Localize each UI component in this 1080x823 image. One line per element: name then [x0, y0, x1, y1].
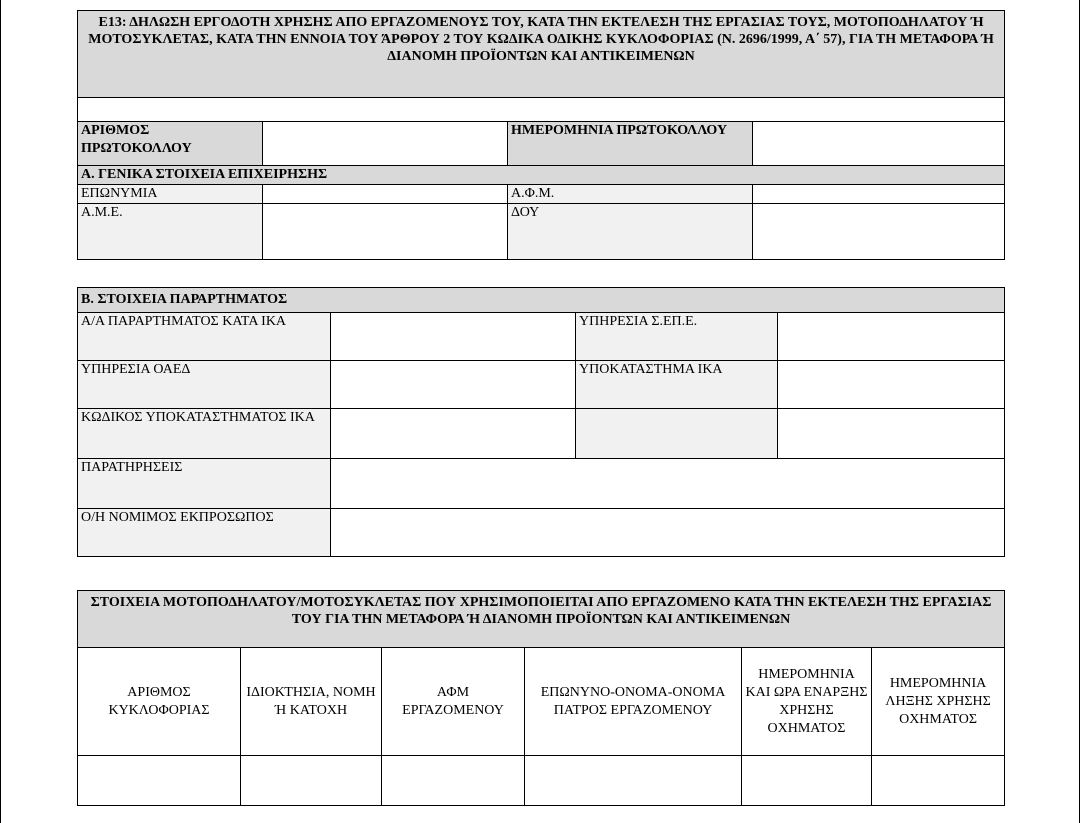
ika-code-label: ΚΩΔΙΚΟΣ ΥΠΟΚΑΤΑΣΤΗΜΑΤΟΣ ΙΚΑ: [78, 409, 331, 459]
legal-rep-label: Ο/Η ΝΟΜΙΜΟΣ ΕΚΠΡΟΣΩΠΟΣ: [78, 509, 331, 557]
protocol-number-field[interactable]: [263, 122, 508, 166]
sepe-label: ΥΠΗΡΕΣΙΑ Σ.ΕΠ.Ε.: [576, 313, 778, 361]
page-frame-left: [0, 0, 1, 823]
blank-field[interactable]: [778, 409, 1005, 459]
blank-row: [78, 98, 1005, 122]
e13-declaration-table: [77, 10, 1005, 260]
e13-title: Ε13: ΔΗΛΩΣΗ ΕΡΓΟΔΟΤΗ ΧΡΗΣΗΣ ΑΠΟ ΕΡΓΑΖΟΜΕΝΟΥΣ ΤΟΥ, ΚΑΤΑ ΤΗΝ ΕΚΤΕΛΕΣΗ ΤΗΣ ΕΡΓΑΣΙΑΣ ΤΟΥΣ, ΜΟΤΟΠΟΔΗΛΑΤΟΥ Ή ΜΟΤΟΣΥΚΛΕΤΑΣ, ΚΑΤΑ ΤΗΝ ΕΝΝΟΙΑ ΤΟΥ ΆΡΘΡΟΥ 2 ΤΟΥ ΚΩΔΙΚΑ ΟΔΙΚΗΣ ΚΥΚΛΟΦΟΡΙΑΣ (Ν. 2696/1999, Α΄ 57), ΓΙΑ ΤΗ ΜΕΤΑΦΟΡΑ Ή ΔΙΑΝΟΜΗ ΠΡΟΪΟΝΤΩΝ ΚΑΙ ΑΝΤΙΚΕΙΜΕΝΩΝ: [78, 11, 1005, 98]
ame-field[interactable]: [263, 204, 508, 260]
branch-details-table: [77, 287, 1005, 557]
company-name-field[interactable]: [263, 185, 508, 204]
protocol-date-label: ΗΜΕΡΟΜΗΝΙΑ ΠΡΩΤΟΚΟΛΛΟΥ: [508, 122, 753, 166]
vehicle-heading: ΣΤΟΙΧΕΙΑ ΜΟΤΟΠΟΔΗΛΑΤΟΥ/ΜΟΤΟΣΥΚΛΕΤΑΣ ΠΟΥ ΧΡΗΣΙΜΟΠΟΙΕΙΤΑΙ ΑΠΟ ΕΡΓΑΖΟΜΕΝΟ ΚΑΤΑ ΤΗΝ ΕΚΤΕΛΕΣΗ ΤΗΣ ΕΡΓΑΣΙΑΣ ΤΟΥ ΓΙΑ ΤΗΝ ΜΕΤΑΦΟΡΑ Ή ΔΙΑΝΟΜΗ ΠΡΟΪΟΝΤΩΝ ΚΑΙ ΑΝΤΙΚΕΙΜΕΝΩΝ: [78, 591, 1005, 648]
branch-heading: Β. ΣΤΟΙΧΕΙΑ ΠΑΡΑΡΤΗΜΑΤΟΣ: [78, 288, 1005, 313]
remarks-label: ΠΑΡΑΤΗΡΗΣΕΙΣ: [78, 459, 331, 509]
col-employee-name: ΕΠΩΝΥΝΟ-ΟΝΟΜΑ-ΟΝΟΜΑ ΠΑΤΡΟΣ ΕΡΓΑΖΟΜΕΝΟΥ: [525, 648, 742, 756]
oaed-field[interactable]: [331, 361, 576, 409]
vehicle-details-table: [77, 590, 1005, 806]
blank-gray-cell: [576, 409, 778, 459]
employee-afm-field[interactable]: [382, 756, 525, 806]
legal-rep-field[interactable]: [331, 509, 1005, 557]
col-start-datetime: ΗΜΕΡΟΜΗΝΙΑ ΚΑΙ ΩΡΑ ΕΝΑΡΞΗΣ ΧΡΗΣΗΣ ΟΧΗΜΑΤΟΣ: [742, 648, 872, 756]
company-name-label: ΕΠΩΝΥΜΙΑ: [78, 185, 263, 204]
branch-no-field[interactable]: [331, 313, 576, 361]
start-datetime-field[interactable]: [742, 756, 872, 806]
col-registration-number: ΑΡΙΘΜΟΣ ΚΥΚΛΟΦΟΡΙΑΣ: [78, 648, 241, 756]
protocol-date-field[interactable]: [753, 122, 1005, 166]
end-date-field[interactable]: [872, 756, 1005, 806]
ownership-field[interactable]: [241, 756, 382, 806]
employee-name-field[interactable]: [525, 756, 742, 806]
col-ownership: ΙΔΙΟΚΤΗΣΙΑ, ΝΟΜΗ Ή ΚΑΤΟΧΗ: [241, 648, 382, 756]
afm-label: Α.Φ.Μ.: [508, 185, 753, 204]
ika-branch-label: ΥΠΟΚΑΤΑΣΤΗΜΑ ΙΚΑ: [576, 361, 778, 409]
branch-no-label: Α/Α ΠΑΡΑΡΤΗΜΑΤΟΣ ΚΑΤΑ ΙΚΑ: [78, 313, 331, 361]
general-info-heading: Α. ΓΕΝΙΚΑ ΣΤΟΙΧΕΙΑ ΕΠΙΧΕΙΡΗΣΗΣ: [78, 166, 1005, 185]
registration-number-field[interactable]: [78, 756, 241, 806]
remarks-field[interactable]: [331, 459, 1005, 509]
col-employee-afm: ΑΦΜ ΕΡΓΑΖΟΜΕΝΟΥ: [382, 648, 525, 756]
doy-label: ΔΟΥ: [508, 204, 753, 260]
col-end-date: ΗΜΕΡΟΜΗΝΙΑ ΛΗΞΗΣ ΧΡΗΣΗΣ ΟΧΗΜΑΤΟΣ: [872, 648, 1005, 756]
protocol-number-label: ΑΡΙΘΜΟΣ ΠΡΩΤΟΚΟΛΛΟΥ: [78, 122, 263, 166]
sepe-field[interactable]: [778, 313, 1005, 361]
oaed-label: ΥΠΗΡΕΣΙΑ ΟΑΕΔ: [78, 361, 331, 409]
ika-code-field[interactable]: [331, 409, 576, 459]
doy-field[interactable]: [753, 204, 1005, 260]
afm-field[interactable]: [753, 185, 1005, 204]
ame-label: Α.Μ.Ε.: [78, 204, 263, 260]
ika-branch-field[interactable]: [778, 361, 1005, 409]
